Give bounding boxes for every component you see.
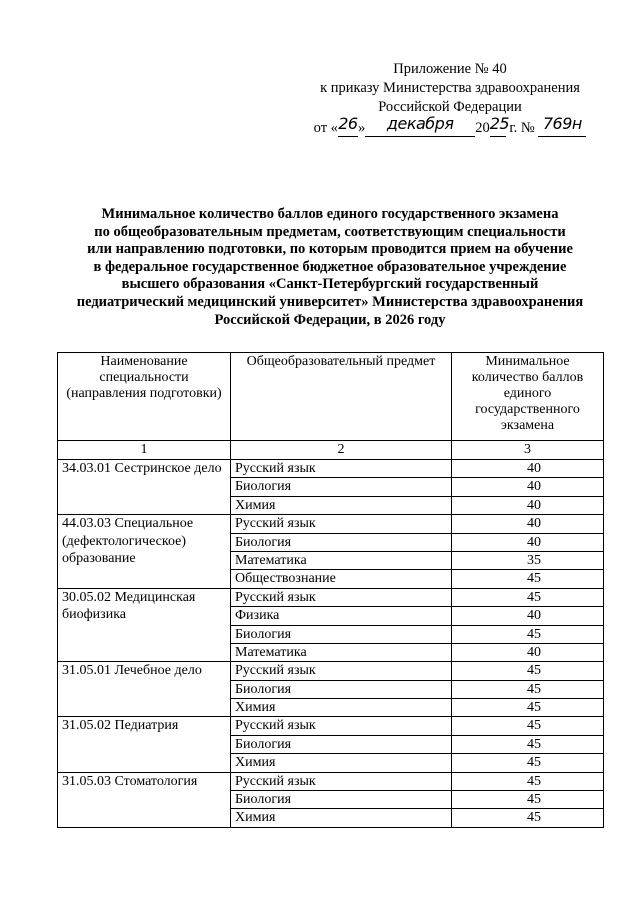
subject-cell: Химия [231, 699, 452, 717]
subject-cell: Биология [231, 478, 452, 496]
annex-order-ref: к приказу Министерства здравоохранения [320, 80, 580, 96]
score-cell: 45 [452, 625, 604, 643]
subject-cell: Химия [231, 496, 452, 514]
specialty-cell: 31.05.03 Стоматология [58, 772, 231, 827]
table-row [58, 717, 604, 735]
document-title [60, 206, 600, 329]
score-cell: 45 [452, 680, 604, 698]
score-cell: 40 [452, 460, 604, 478]
order-day: 26 [338, 114, 358, 133]
annex-header [300, 60, 600, 138]
annex-number: Приложение № 40 [393, 61, 507, 77]
order-prefix: от « [313, 120, 338, 136]
score-cell: 45 [452, 570, 604, 588]
order-quote: » [357, 120, 366, 136]
subject-cell: Биология [231, 625, 452, 643]
score-cell: 35 [452, 551, 604, 569]
table-header-row [58, 353, 604, 441]
subject-cell: Русский язык [231, 588, 452, 606]
score-cell: 45 [452, 772, 604, 790]
order-number: 769н [542, 114, 582, 133]
specialty-cell: 34.03.01 Сестринское дело [58, 460, 231, 515]
subject-cell: Химия [231, 809, 452, 827]
score-cell: 40 [452, 496, 604, 514]
subject-cell: Русский язык [231, 772, 452, 790]
column-number: 1 [58, 441, 231, 460]
score-cell: 45 [452, 809, 604, 827]
score-cell: 45 [452, 791, 604, 809]
score-cell: 45 [452, 754, 604, 772]
order-month: декабря [386, 114, 454, 133]
header-min-score: Минимальное количество баллов единого государственного экзамена [452, 353, 604, 441]
title-line: в федеральное государственное бюджетное образовательное учреждение [93, 258, 567, 275]
order-year-suffix: 25 [489, 114, 510, 133]
table-row [58, 588, 604, 606]
subject-cell: Математика [231, 643, 452, 661]
title-line: высшего образования «Санкт-Петербургский государственный [121, 276, 539, 293]
table-row [58, 515, 604, 533]
subject-cell: Химия [231, 754, 452, 772]
subject-cell: Русский язык [231, 460, 452, 478]
order-number-field [538, 114, 586, 137]
specialty-cell: 44.03.03 Специальное (дефектологическое) образование [58, 515, 231, 589]
order-month-field [365, 114, 475, 137]
order-day-field [338, 114, 358, 137]
order-year-field [489, 114, 510, 137]
subject-cell: Русский язык [231, 515, 452, 533]
annex-federation: Российской Федерации [378, 99, 522, 115]
header-specialty: Наименование специальности (направления подготовки) [58, 353, 231, 441]
title-line: или направлению подготовки, по которым проводится прием на обучение [87, 241, 573, 258]
score-cell: 45 [452, 588, 604, 606]
score-cell: 45 [452, 717, 604, 735]
header-subject: Общеобразовательный предмет [231, 353, 452, 441]
title-line: педиатрический медицинский университет» Министерства здравоохранения [76, 293, 584, 310]
subject-cell: Биология [231, 735, 452, 753]
score-cell: 45 [452, 699, 604, 717]
title-line: Минимальное количество баллов единого государственного экзамена [101, 206, 559, 222]
subject-cell: Русский язык [231, 717, 452, 735]
score-cell: 40 [452, 607, 604, 625]
order-year-prefix: 20 [475, 120, 490, 136]
table-row [58, 772, 604, 790]
table-row [58, 662, 604, 680]
subject-cell: Биология [231, 680, 452, 698]
scores-table [57, 352, 604, 828]
subject-cell: Биология [231, 791, 452, 809]
table-row [58, 460, 604, 478]
specialty-cell: 31.05.01 Лечебное дело [58, 662, 231, 717]
subject-cell: Математика [231, 551, 452, 569]
order-date-line [300, 114, 600, 138]
column-number: 2 [231, 441, 452, 460]
score-cell: 40 [452, 533, 604, 551]
specialty-cell: 31.05.02 Педиатрия [58, 717, 231, 772]
column-number: 3 [452, 441, 604, 460]
score-cell: 40 [452, 478, 604, 496]
table-body [58, 460, 604, 828]
score-cell: 40 [452, 515, 604, 533]
subject-cell: Русский язык [231, 662, 452, 680]
title-line: Российской Федерации, в 2026 году [214, 311, 446, 328]
order-number-label: г. № [509, 120, 535, 136]
score-cell: 45 [452, 662, 604, 680]
column-numbers-row [58, 441, 604, 460]
subject-cell: Биология [231, 533, 452, 551]
subject-cell: Обществознание [231, 570, 452, 588]
title-line: по общеобразовательным предметам, соответствующим специальности [94, 223, 566, 240]
score-cell: 45 [452, 735, 604, 753]
score-cell: 40 [452, 643, 604, 661]
specialty-cell: 30.05.02 Медицинская биофизика [58, 588, 231, 662]
subject-cell: Физика [231, 607, 452, 625]
